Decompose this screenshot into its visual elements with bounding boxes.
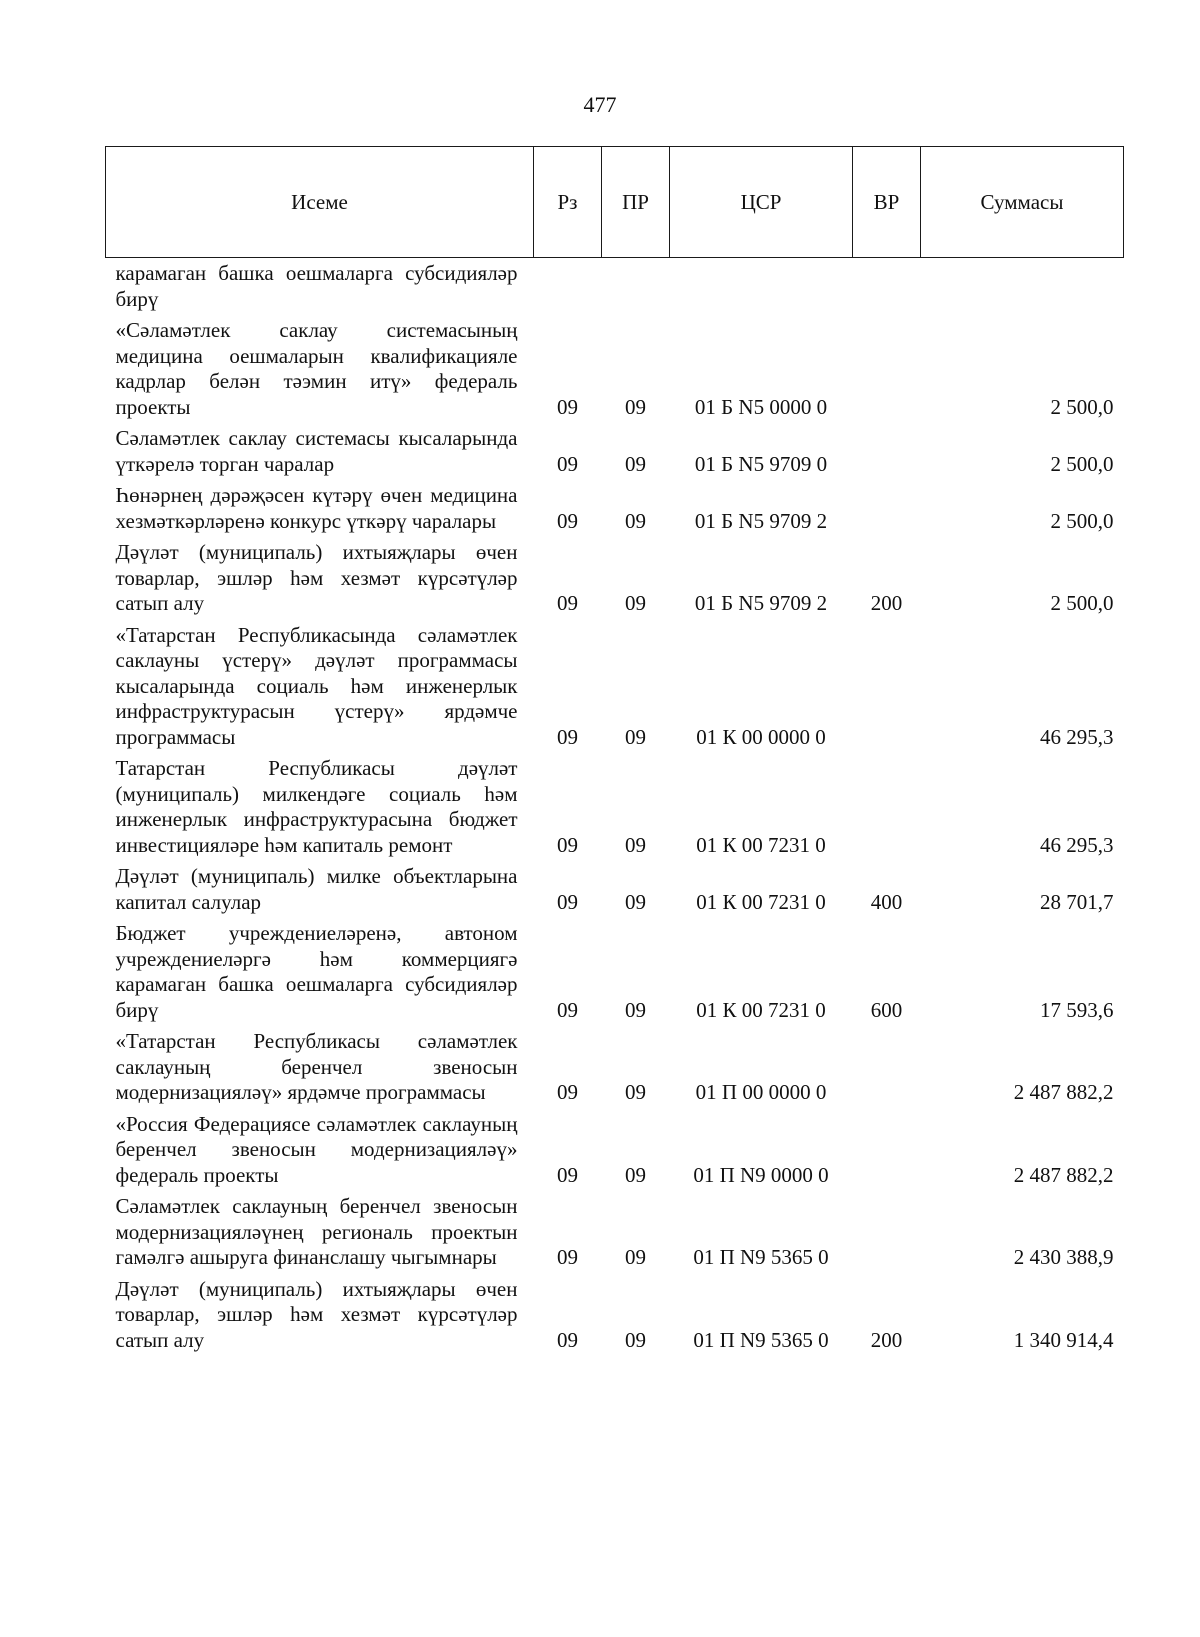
- header-rz: Рз: [534, 147, 602, 258]
- table-row: [106, 1274, 1124, 1357]
- row-pr: [602, 258, 670, 316]
- row-rz: 09: [557, 724, 578, 749]
- row-rz: 09: [557, 1080, 578, 1104]
- row-rz: [534, 258, 602, 316]
- row-vr: [853, 423, 921, 480]
- table-row: [106, 537, 1124, 620]
- header-vr: ВР: [853, 147, 921, 258]
- row-rz: 09: [557, 1162, 578, 1187]
- header-sum: Суммасы: [921, 147, 1124, 258]
- row-vr: [853, 1109, 921, 1192]
- row-csr: [670, 258, 853, 316]
- header-pr: ПР: [602, 147, 670, 258]
- row-pr: 09: [625, 451, 646, 476]
- row-name: Татарстан Республикасы дәүләт (муниципаль) милкендәге социаль һәм инженерлык инфраструктурасына бюджет инвестицияләре һәм капиталь ремонт: [115, 756, 518, 857]
- row-sum: 2 487 882,2: [1013, 1162, 1114, 1187]
- row-name: Бюджет учреждениеләренә, автоном учреждениеләргә һәм коммерциягә карамаган башка оешмаларга субсидияләр бирү: [115, 921, 518, 1022]
- row-pr: 09: [625, 1327, 646, 1352]
- table-row: [106, 480, 1124, 537]
- row-name: «Татарстан Республикасында сәламәтлек саклауны үстерү» дәүләт программасы кысаларында социаль һәм инженерлык инфраструктурасын үстерү» ярдәмче программасы: [115, 622, 518, 749]
- row-rz: 09: [557, 1245, 578, 1269]
- budget-table: [105, 146, 1124, 1356]
- row-sum: 46 295,3: [1040, 832, 1114, 857]
- row-sum: 2 500,0: [1050, 508, 1114, 533]
- table-header: [106, 147, 1124, 258]
- row-name: Дәүләт (муниципаль) ихтыяҗлары өчен товарлар, эшләр һәм хезмәт күрсәтүләр сатып алу: [115, 1276, 518, 1352]
- row-sum: 1 340 914,4: [1013, 1327, 1114, 1352]
- row-rz: 09: [557, 591, 578, 615]
- table-body: [106, 258, 1124, 1357]
- row-rz: 09: [557, 832, 578, 857]
- row-rz: 09: [557, 1327, 578, 1352]
- row-csr: 01 П 00 0000 0: [695, 1080, 827, 1104]
- row-name: Дәүләт (муниципаль) ихтыяҗлары өчен товарлар, эшләр һәм хезмәт күрсәтүләр сатып алу: [115, 540, 518, 615]
- row-csr: 01 К 00 7231 0: [696, 997, 826, 1022]
- row-vr: [853, 480, 921, 537]
- row-sum: 2 430 388,9: [1013, 1245, 1114, 1269]
- row-pr: 09: [625, 591, 646, 615]
- row-vr: [853, 258, 921, 316]
- row-pr: 09: [625, 889, 646, 914]
- row-sum: 2 500,0: [1050, 451, 1114, 476]
- table-row: [106, 258, 1124, 316]
- row-rz: 09: [557, 889, 578, 914]
- table-row: [106, 861, 1124, 918]
- row-vr: 200: [870, 591, 903, 615]
- row-csr: 01 К 00 0000 0: [696, 724, 826, 749]
- row-rz: 09: [557, 997, 578, 1022]
- row-vr: [853, 315, 921, 423]
- table-row: [106, 1109, 1124, 1192]
- row-pr: 09: [625, 508, 646, 533]
- row-vr: 600: [870, 997, 903, 1022]
- row-sum: 2 500,0: [1050, 394, 1114, 419]
- row-vr: 400: [870, 889, 903, 914]
- row-csr: 01 П N9 5365 0: [693, 1245, 829, 1269]
- row-pr: 09: [625, 1080, 646, 1104]
- header-csr: ЦСР: [670, 147, 853, 258]
- row-csr: 01 К 00 7231 0: [696, 889, 826, 914]
- row-csr: 01 Б N5 9709 0: [694, 451, 828, 476]
- row-csr: 01 Б N5 9709 2: [694, 591, 828, 615]
- row-name: карамаган башка оешмаларга субсидияләр бирү: [115, 261, 518, 311]
- row-name: Сәламәтлек саклауның беренчел звеносын модернизацияләүнең региональ проектын гамәлгә ашыруга финанслашу чыгымнары: [115, 1194, 518, 1269]
- table-row: [106, 423, 1124, 480]
- table-row: [106, 918, 1124, 1026]
- row-name: Сәламәтлек саклау системасы кысаларында үткәрелә торган чаралар: [115, 426, 518, 476]
- table-row: [106, 1026, 1124, 1109]
- row-name: Һөнәрнең дәрәҗәсен күтәрү өчен медицина хезмәткәрләренә конкурс үткәрү чаралары: [115, 483, 518, 533]
- row-sum: 28 701,7: [1040, 889, 1114, 914]
- table-row: [106, 753, 1124, 861]
- row-name: Дәүләт (муниципаль) милке объектларына капитал салулар: [115, 864, 518, 914]
- table-row: [106, 620, 1124, 754]
- row-name: «Сәламәтлек саклау системасының медицина оешмаларын квалификацияле кадрлар белән тәэмин итү» федераль проекты: [115, 318, 518, 419]
- row-vr: 200: [870, 1327, 903, 1352]
- row-csr: 01 П N9 5365 0: [693, 1327, 829, 1352]
- row-sum: 17 593,6: [1040, 997, 1114, 1022]
- row-vr: [853, 1191, 921, 1274]
- header-name: Исеме: [106, 147, 534, 258]
- row-csr: 01 К 00 7231 0: [696, 832, 826, 857]
- row-sum: 2 500,0: [1050, 591, 1114, 615]
- table-row: [106, 315, 1124, 423]
- row-sum: 2 487 882,2: [1013, 1080, 1114, 1104]
- row-vr: [853, 1026, 921, 1109]
- row-rz: 09: [557, 451, 578, 476]
- row-csr: 01 Б N5 9709 2: [694, 508, 828, 533]
- row-rz: 09: [557, 508, 578, 533]
- row-pr: 09: [625, 997, 646, 1022]
- table-row: [106, 1191, 1124, 1274]
- row-pr: 09: [625, 1162, 646, 1187]
- row-csr: 01 Б N5 0000 0: [694, 394, 828, 419]
- page-number: 477: [583, 92, 617, 117]
- row-pr: 09: [625, 394, 646, 419]
- row-csr: 01 П N9 0000 0: [693, 1162, 829, 1187]
- row-name: «Татарстан Республикасы сәламәтлек саклауның беренчел звеносын модернизацияләү» ярдәмче программасы: [115, 1029, 518, 1104]
- row-vr: [853, 753, 921, 861]
- row-vr: [853, 620, 921, 754]
- row-sum: [921, 258, 1124, 316]
- row-pr: 09: [625, 1245, 646, 1269]
- row-name: «Россия Федерациясе сәламәтлек саклауның беренчел звеносын модернизацияләү» федераль проекты: [115, 1111, 518, 1187]
- row-pr: 09: [625, 832, 646, 857]
- row-rz: 09: [557, 394, 578, 419]
- row-pr: 09: [625, 724, 646, 749]
- row-sum: 46 295,3: [1040, 724, 1114, 749]
